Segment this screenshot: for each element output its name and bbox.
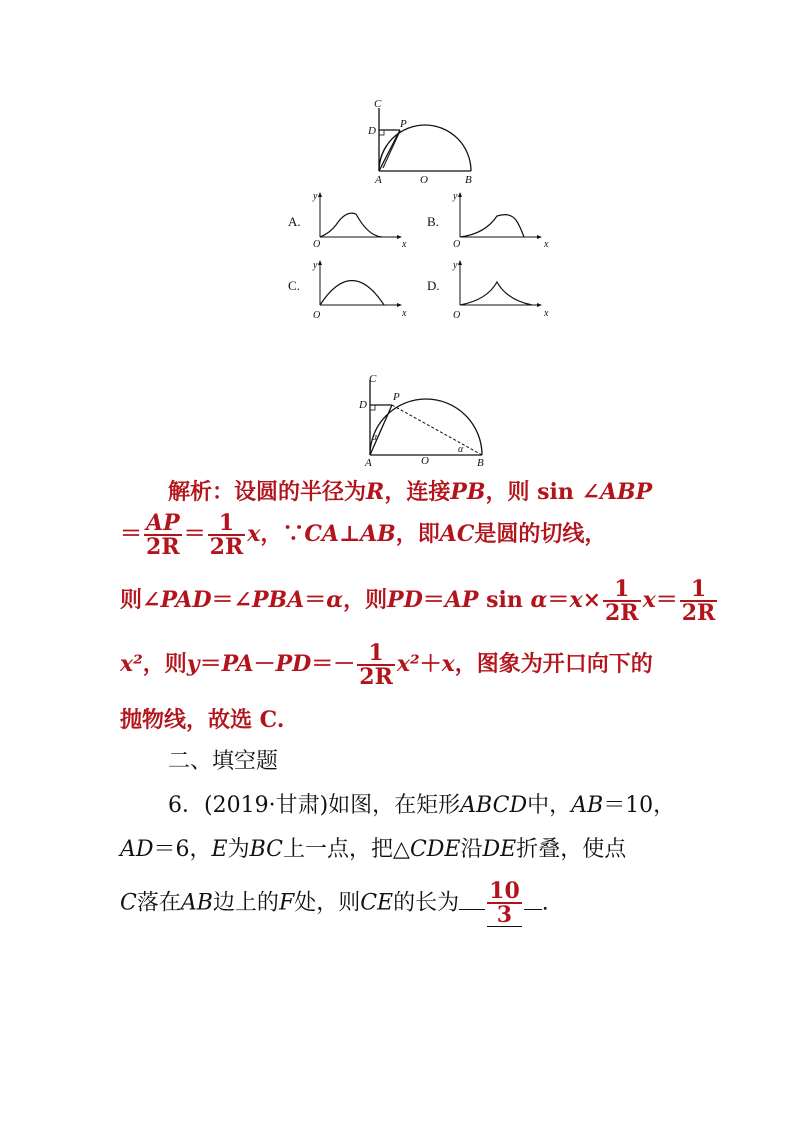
option-a-graph xyxy=(288,191,407,250)
sol-label-b: B xyxy=(477,457,484,469)
var-de: DE xyxy=(482,837,517,862)
text: 则∠ xyxy=(120,587,161,613)
label-a: A xyxy=(375,174,382,186)
option-d-graph xyxy=(427,260,549,321)
sol-label-alpha2: α xyxy=(458,444,464,455)
text: ，则 sin ∠ xyxy=(485,479,600,505)
answer-blank-right xyxy=(524,891,542,910)
numerator: 1 xyxy=(208,512,246,536)
var-x: x xyxy=(247,521,261,547)
fraction-ap-2r xyxy=(144,512,182,558)
solution-line-2 xyxy=(120,512,680,558)
var-pb: PB xyxy=(450,479,486,505)
axis-origin: O xyxy=(313,239,321,250)
var-abcd: ABCD xyxy=(460,793,528,818)
var-pba: PBA xyxy=(251,587,305,613)
sol-label-a: A xyxy=(365,457,372,469)
var-cde: CDE xyxy=(409,837,461,862)
text: ＝ xyxy=(655,587,678,613)
var-alpha: α xyxy=(326,587,344,613)
var-alpha: α xyxy=(530,587,548,613)
answer-denominator: 3 xyxy=(496,902,513,928)
sol-label-d: D xyxy=(359,399,367,411)
fraction-1-2r xyxy=(680,578,718,624)
var-ca: CA xyxy=(304,521,339,547)
text: 上一点，把△ xyxy=(283,837,410,862)
option-b-graph xyxy=(427,191,549,250)
province-name: 甘肃 xyxy=(275,793,320,818)
text: ＝ xyxy=(183,521,206,547)
var-bc: BC xyxy=(249,837,284,862)
var-ap: AP xyxy=(444,587,479,613)
var-e: E xyxy=(211,837,228,862)
option-d-letter: D. xyxy=(427,278,440,293)
var-c: C xyxy=(120,890,137,916)
var-x: x xyxy=(569,587,583,613)
option-a-letter: A. xyxy=(288,214,301,229)
numerator: 1 xyxy=(603,578,641,602)
text: sin xyxy=(478,587,531,613)
var-y: y xyxy=(186,651,200,677)
axis-y: y xyxy=(453,260,458,271)
perp-symbol: ⊥ xyxy=(338,521,361,547)
text: 解析：设圆的半径为 xyxy=(168,479,367,505)
solution-line-5 xyxy=(120,704,680,736)
var-pa: PA xyxy=(221,651,254,677)
text: 折叠，使点 xyxy=(516,837,627,862)
text: 处，则 xyxy=(294,890,361,916)
answer-fraction xyxy=(487,880,522,927)
var-x-squared: x² xyxy=(120,651,143,677)
var-ce: CE xyxy=(360,890,394,916)
text: 为 xyxy=(227,837,250,862)
axis-y: y xyxy=(453,191,458,202)
solution-line-1 xyxy=(168,476,728,508)
section-title xyxy=(168,746,728,778)
label-d: D xyxy=(368,125,376,137)
question-line-3 xyxy=(120,880,680,927)
text: ，则 xyxy=(142,651,187,677)
sol-label-p: P xyxy=(393,391,400,403)
text: ，图象为开口向下的 xyxy=(454,651,653,677)
answer-numerator: 10 xyxy=(489,878,520,904)
text: ＝ xyxy=(422,587,445,613)
numerator: AP xyxy=(146,510,180,536)
axis-x: x xyxy=(402,308,407,319)
solution-line-3 xyxy=(120,576,716,626)
text: ＝6， xyxy=(153,837,212,862)
fraction-1-2r xyxy=(603,578,641,624)
fraction-1-2r xyxy=(208,512,246,558)
text: )如图，在矩形 xyxy=(319,793,461,818)
label-p: P xyxy=(400,118,407,130)
solution-line-4 xyxy=(120,642,680,688)
section-title-text: 二、填空题 xyxy=(168,749,279,774)
axis-origin: O xyxy=(313,310,321,321)
denominator: 2R xyxy=(359,664,393,690)
numerator: 1 xyxy=(680,578,718,602)
text: ＋ xyxy=(419,651,442,677)
axis-y: y xyxy=(313,260,318,271)
semicircle-diagram xyxy=(367,98,472,186)
var-pad: PAD xyxy=(160,587,212,613)
text: ，即 xyxy=(395,521,440,547)
answer-blank-left xyxy=(459,891,485,910)
text: ＝∠ xyxy=(211,587,252,613)
axis-x: x xyxy=(402,239,407,250)
axis-x: x xyxy=(544,239,549,250)
denominator: 2R xyxy=(605,600,639,626)
text: × xyxy=(582,587,601,613)
text: ，则 xyxy=(343,587,388,613)
denominator: 2R xyxy=(209,534,244,560)
option-c-graph xyxy=(288,260,407,321)
text: 抛物线，故选 C. xyxy=(120,707,285,733)
sol-label-c: C xyxy=(369,373,377,385)
text: 沿 xyxy=(460,837,483,862)
sol-label-o: O xyxy=(421,455,429,467)
var-pd: PD xyxy=(387,587,423,613)
var-r: R xyxy=(366,479,385,505)
question-line-2 xyxy=(120,834,680,866)
label-o: O xyxy=(420,174,428,186)
text: ＝ xyxy=(199,651,222,677)
fraction-1-2r xyxy=(357,642,395,688)
var-pd: PD xyxy=(275,651,312,677)
var-abp: ABP xyxy=(599,479,653,505)
text: . xyxy=(541,890,549,916)
var-x: x xyxy=(642,587,656,613)
var-ab: AB xyxy=(180,890,213,916)
figure-semicircle-solution xyxy=(358,373,484,469)
axis-origin: O xyxy=(453,239,461,250)
text: 6．(2019· xyxy=(168,793,276,818)
option-b-letter: B. xyxy=(427,214,439,229)
var-x-squared: x² xyxy=(396,651,420,677)
axis-x: x xyxy=(544,308,549,319)
question-line-1 xyxy=(168,790,728,822)
axis-y: y xyxy=(313,191,318,202)
denominator: 2R xyxy=(146,534,180,560)
numerator: 1 xyxy=(357,642,395,666)
option-c-letter: C. xyxy=(288,278,300,293)
var-ab: AB xyxy=(360,521,396,547)
text: 边上的 xyxy=(212,890,279,916)
text: ＝10， xyxy=(603,793,676,818)
var-f: F xyxy=(278,890,295,916)
text: － xyxy=(253,651,276,677)
text: 中， xyxy=(527,793,572,818)
text: 是圆的切线， xyxy=(474,521,607,547)
text: ＝ xyxy=(304,587,327,613)
label-c: C xyxy=(374,98,382,110)
label-b: B xyxy=(465,174,472,186)
var-ab: AB xyxy=(571,793,604,818)
var-x: x xyxy=(441,651,455,677)
text: ＝ xyxy=(547,587,570,613)
text: ＝－ xyxy=(311,651,356,677)
text: ＝ xyxy=(120,521,143,547)
var-ac: AC xyxy=(439,521,475,547)
text: 落在 xyxy=(136,890,181,916)
var-ad: AD xyxy=(120,837,154,862)
axis-origin: O xyxy=(453,310,461,321)
denominator: 2R xyxy=(681,600,716,626)
text: ，连接 xyxy=(384,479,451,505)
text: 的长为 xyxy=(393,890,460,916)
sol-label-alpha1: α xyxy=(372,432,378,443)
text: ，∵ xyxy=(260,521,305,547)
